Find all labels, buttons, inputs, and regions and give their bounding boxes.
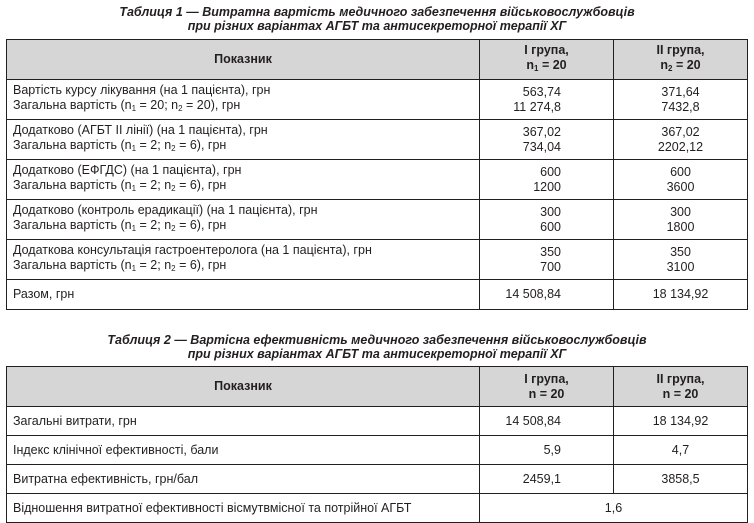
table1-caption-line1: Таблиця 1 — Витратна вартість медичного забезпечення військовослужбовців [119, 5, 635, 19]
table1-header-group1 [480, 40, 614, 80]
row-label: Додатково (ЕФГДС) (на 1 пацієнта), грн Загальна вартість ($n_1 = 2$; $n_2 = 6$), грн [7, 160, 480, 200]
table1-header-group2 [614, 40, 748, 80]
group2-value: 600 3600 [614, 160, 748, 200]
group1-value: 14 508,84 [480, 407, 614, 436]
group2-value: 350 3100 [614, 240, 748, 280]
group1-value: 350 700 [480, 240, 614, 280]
table1-header-group2-n: $n_2 = 20$ [660, 58, 701, 73]
group2-value: 3858,5 [614, 465, 748, 494]
table1-total-row [7, 280, 748, 310]
group2-value: 4,7 [614, 436, 748, 465]
table-row [7, 200, 748, 240]
table2-header-row [7, 367, 748, 407]
table2-caption-line2: при різних варіантах АГБТ та антисекреторної терапії ХГ [187, 347, 567, 361]
table1-caption-line2: при різних варіантах АГБТ та антисекреторної терапії ХГ [187, 19, 567, 33]
table1-header-group1-label: I група, [524, 43, 569, 57]
row-label: Додатково (контроль ерадикації) (на 1 пацієнта), грн Загальна вартість ($n_1 = 2$; $n_2 = 6$), грн [7, 200, 480, 240]
group1-value: 563,74 11 274,8 [480, 80, 614, 120]
table1-header-group2-label: II група, [656, 43, 705, 57]
table1-header-group1-n: $n_1 = 20$ [526, 58, 567, 73]
row-label: Витратна ефективність, грн/бал [7, 465, 480, 494]
table1-header-indicator: Показник [7, 40, 480, 80]
table-row [7, 407, 748, 436]
ratio-value: 1,6 [480, 494, 748, 523]
table-row [7, 120, 748, 160]
total-group2: 18 134,92 [614, 280, 748, 310]
group1-value: 367,02 734,04 [480, 120, 614, 160]
group2-value: 371,64 7432,8 [614, 80, 748, 120]
table2-caption-line1: Таблиця 2 — Вартісна ефективність медичного забезпечення військовослужбовців [107, 333, 647, 347]
table1-caption [0, 5, 754, 33]
row-label: Додатково (АГБТ II лінії) (на 1 пацієнта), грн Загальна вартість ($n_1 = 2$; $n_2 = 6$), грн [7, 120, 480, 160]
row-label: Загальні витрати, грн [7, 407, 480, 436]
group1-value: 600 1200 [480, 160, 614, 200]
table-row [7, 465, 748, 494]
table2-header-group2: II група, n = 20 [614, 367, 748, 407]
table-row [7, 80, 748, 120]
group2-value: 367,02 2202,12 [614, 120, 748, 160]
total-group1: 14 508,84 [480, 280, 614, 310]
group2-value: 18 134,92 [614, 407, 748, 436]
group1-value: 5,9 [480, 436, 614, 465]
table1-header-row [7, 40, 748, 80]
row-label: Додаткова консультація гастроентеролога (на 1 пацієнта), грн Загальна вартість ($n_1 = 2$; $n_2 = 6$), грн [7, 240, 480, 280]
group1-value: 300 600 [480, 200, 614, 240]
row-label: Вартість курсу лікування (на 1 пацієнта), грн Загальна вартість ($n_1 = 20$; $n_2 = 20$), грн [7, 80, 480, 120]
group2-value: 300 1800 [614, 200, 748, 240]
row-label: Індекс клінічної ефективності, бали [7, 436, 480, 465]
ratio-label: Відношення витратної ефективності вісмутвмісної та потрійної АГБТ [7, 494, 480, 523]
table-row [7, 160, 748, 200]
table2-caption [0, 333, 754, 361]
table2-header-indicator: Показник [7, 367, 480, 407]
table-row [7, 436, 748, 465]
table2-ratio-row [7, 494, 748, 523]
table1 [6, 39, 748, 310]
group1-value: 2459,1 [480, 465, 614, 494]
table2 [6, 366, 748, 523]
table-row [7, 240, 748, 280]
total-label: Разом, грн [7, 280, 480, 310]
table2-header-group1: I група, n = 20 [480, 367, 614, 407]
